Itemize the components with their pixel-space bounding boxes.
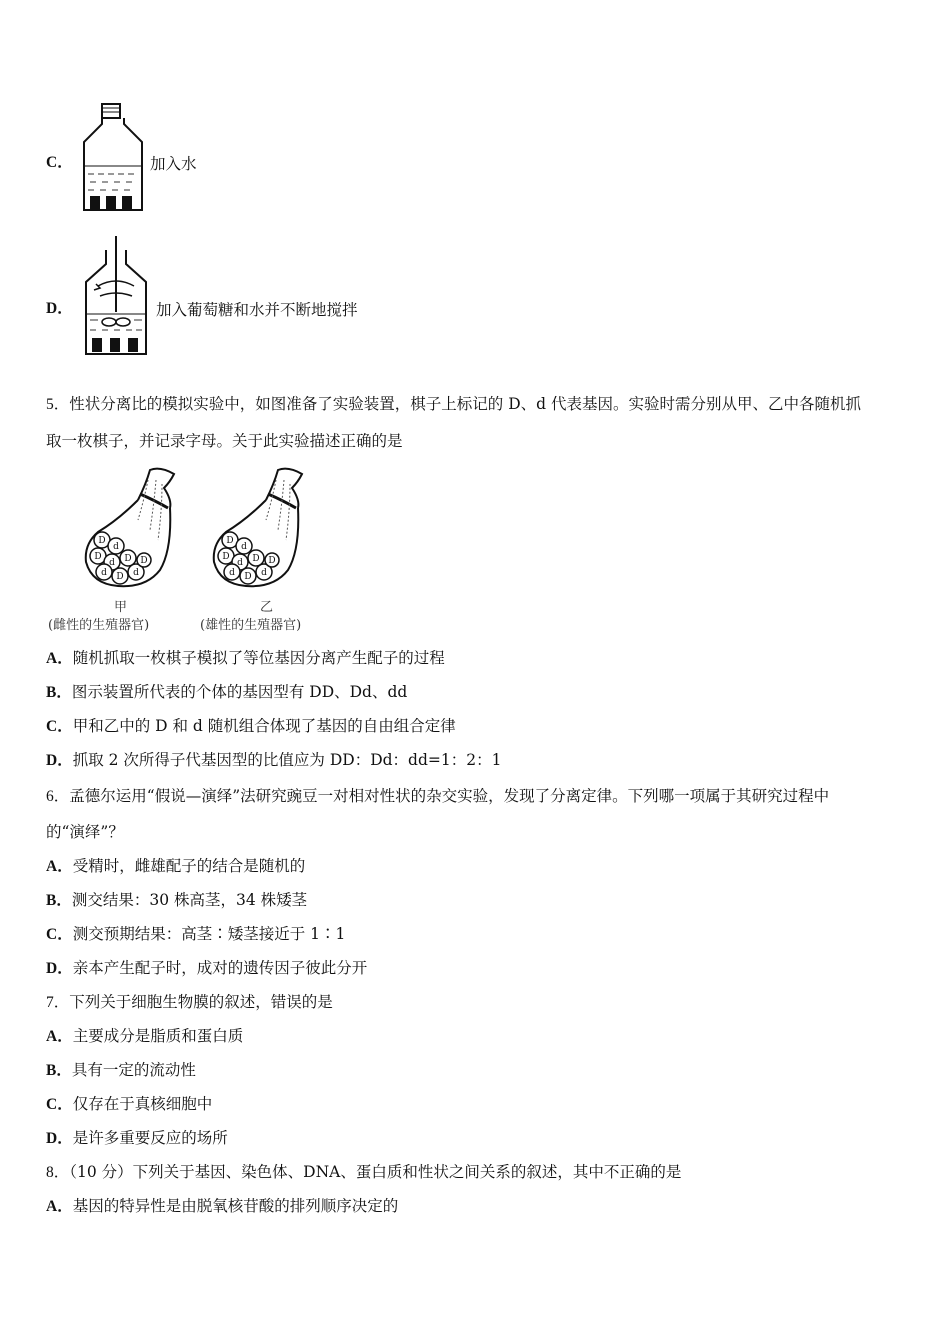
q4-option-c-text: 加入水 [150, 155, 197, 173]
q4-option-d [46, 298, 73, 319]
option-letter: B． [46, 684, 72, 701]
option-letter: C． [46, 154, 73, 171]
svg-text:D: D [252, 554, 260, 564]
option-text: 仅存在于真核细胞中 [72, 1095, 213, 1113]
svg-text:D: D [140, 556, 148, 566]
q6-option-d [46, 958, 367, 979]
option-text: 具有一定的流动性 [71, 1061, 196, 1079]
bag-jia-caption: (雌性的生殖器官) [48, 618, 150, 633]
option-letter: D． [46, 1130, 73, 1147]
option-letter: B． [46, 1062, 72, 1079]
q5-option-d [46, 750, 501, 771]
option-letter: A． [46, 1198, 73, 1215]
q8-points: （10 分） [69, 1163, 133, 1181]
option-text: 甲和乙中的 D 和 d 随机组合体现了基因的自由组合定律 [72, 717, 456, 735]
option-text: 抓取 2 次所得子代基因型的比值应为 DD：Dd：dd=1：2：1 [72, 751, 502, 769]
option-text: 亲本产生配子时，成对的遗传因子彼此分开 [72, 959, 368, 977]
svg-text:d: d [133, 568, 139, 578]
q4-option-c [46, 152, 73, 173]
q6-option-b [46, 890, 307, 911]
question-number: 7． [46, 994, 70, 1011]
svg-text:d: d [241, 542, 247, 552]
q7-option-a [46, 1026, 243, 1047]
svg-text:d: d [113, 542, 119, 552]
q5-stem-text-1: 性状分离比的模拟实验中，如图准备了实验装置，棋子上标记的 D、d 代表基因。实验时需分别从甲、乙中各随机抓 [69, 395, 861, 413]
option-text: 随机抓取一枚棋子模拟了等位基因分离产生配子的过程 [72, 649, 445, 667]
q5-stem-line1 [46, 394, 861, 415]
svg-text:D: D [222, 552, 230, 562]
option-letter: D． [46, 960, 73, 977]
svg-text:D: D [94, 552, 102, 562]
option-text: 基因的特异性是由脱氧核苷酸的排列顺序决定的 [72, 1197, 399, 1215]
question-number: 6． [46, 788, 70, 805]
q7-stem [46, 992, 333, 1013]
svg-text:D: D [116, 572, 124, 582]
svg-text:D: D [268, 556, 276, 566]
option-letter: B． [46, 892, 72, 909]
q8-stem [46, 1162, 681, 1183]
option-text: 测交预期结果：高茎∶矮茎接近于 1∶1 [72, 925, 346, 943]
bag-yi-caption: (雄性的生殖器官) [200, 618, 302, 633]
q7-option-b [46, 1060, 196, 1081]
svg-text:D: D [98, 536, 106, 546]
q4-option-d-text: 加入葡萄糖和水并不断地搅拌 [156, 301, 358, 319]
option-text: 测交结果：30 株高茎，34 株矮茎 [71, 891, 308, 909]
q5-option-a [46, 648, 445, 669]
option-text: 主要成分是脂质和蛋白质 [72, 1027, 244, 1045]
bag-jia-figure [78, 460, 198, 595]
q5-option-b [46, 682, 407, 703]
bag-yi-figure [206, 460, 326, 595]
q8-stem-text: 下列关于基因、染色体、DNA、蛋白质和性状之间关系的叙述，其中不正确的是 [132, 1163, 682, 1181]
q7-stem-text: 下列关于细胞生物膜的叙述，错误的是 [69, 993, 333, 1011]
q6-stem-line1 [46, 786, 829, 807]
bottle-stirring-figure [78, 236, 154, 358]
bottle-water-figure [78, 102, 148, 214]
svg-text:D: D [244, 572, 252, 582]
q5-option-c [46, 716, 456, 737]
option-letter: C． [46, 718, 73, 735]
option-letter: D． [46, 752, 73, 769]
option-letter: A． [46, 1028, 73, 1045]
q7-option-d [46, 1128, 228, 1149]
svg-text:d: d [109, 558, 115, 568]
option-text: 是许多重要反应的场所 [72, 1129, 228, 1147]
option-letter: A． [46, 650, 73, 667]
option-letter: C． [46, 926, 73, 943]
svg-text:d: d [261, 568, 267, 578]
svg-text:D: D [226, 536, 234, 546]
option-text: 受精时，雌雄配子的结合是随机的 [72, 857, 306, 875]
q6-option-a [46, 856, 305, 877]
q6-option-c [46, 924, 345, 945]
q8-option-a [46, 1196, 398, 1217]
q5-stem-line2: 取一枚棋子，并记录字母。关于此实验描述正确的是 [46, 432, 403, 450]
svg-text:d: d [237, 558, 243, 568]
question-number: 8． [46, 1164, 70, 1181]
bag-yi-label: 乙 [260, 600, 274, 615]
option-letter: A． [46, 858, 73, 875]
option-letter: D． [46, 300, 73, 317]
option-letter: C． [46, 1096, 73, 1113]
q6-stem-line2: 的“演绎”？ [46, 823, 124, 841]
svg-text:D: D [124, 554, 132, 564]
q6-stem-text-1: 孟德尔运用“假说—演绎”法研究豌豆一对相对性状的杂交实验，发现了分离定律。下列哪一项属于其研究过程中 [69, 787, 830, 805]
svg-text:d: d [229, 568, 235, 578]
svg-text:d: d [101, 568, 107, 578]
bag-jia-label: 甲 [114, 600, 128, 615]
option-text: 图示装置所代表的个体的基因型有 DD、Dd、dd [71, 683, 408, 701]
q7-option-c [46, 1094, 212, 1115]
question-number: 5． [46, 396, 70, 413]
